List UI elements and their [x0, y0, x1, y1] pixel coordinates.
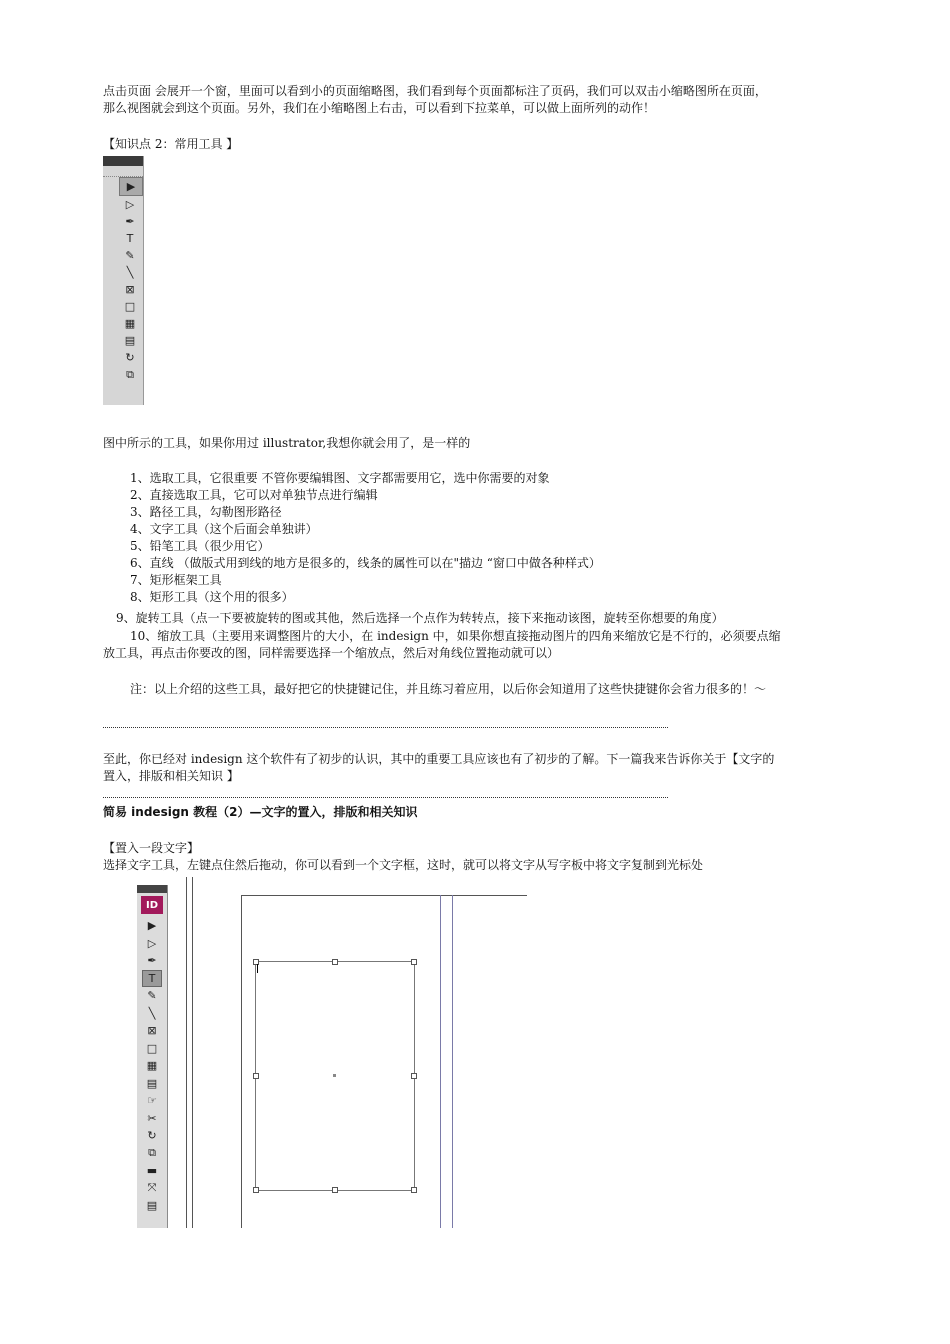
tool-list-item-4: 4、文字工具（这个后面会单独讲） — [130, 522, 318, 536]
grid-icon[interactable]: ▤ — [124, 334, 136, 347]
rotate-icon[interactable]: ↻ — [125, 351, 135, 364]
rectangle-icon[interactable]: □ — [146, 1041, 158, 1055]
page-top-edge — [241, 895, 527, 896]
gradient-icon[interactable]: ▬ — [146, 1164, 158, 1178]
frame-handle[interactable] — [411, 1187, 417, 1193]
tool-list — [130, 470, 850, 606]
tool-list-item-5: 5、铅笔工具（很少用它） — [130, 539, 270, 553]
note-paragraph: 注：以上介绍的这些工具，最好把它的快捷键记住，并且练习着应用，以后你会知道用了这些快捷键你会省力很多的！～ — [130, 682, 767, 696]
pencil-icon[interactable]: ✎ — [147, 989, 157, 1003]
tools-intro: 图中所示的工具，如果你用过 illustrator,我想你就会用了，是一样的 — [103, 436, 471, 450]
item-10-line-2: 放工具，再点击你要改的图，同样需要选择一个缩放点，然后对角线位置拖动就可以） — [103, 646, 560, 660]
pencil-icon[interactable]: ✎ — [125, 249, 135, 262]
tools-list — [103, 177, 143, 383]
frame-handle[interactable] — [411, 959, 417, 965]
dotted-separator-2 — [103, 797, 668, 798]
dotted-separator-1 — [103, 727, 668, 728]
rotate-icon[interactable]: ↻ — [147, 1129, 157, 1143]
table-icon[interactable]: ▦ — [124, 317, 136, 330]
intro-line-2: 那么视图就会到这个页面。另外，我们在小缩略图上右击，可以看到下拉菜单，可以做上面所列的动作！ — [103, 101, 656, 115]
intro-line-1: 点击页面 会展开一个窗，里面可以看到小的页面缩略图，我们看到每个页面都标注了页码，我们可以双击小缩略图所在页面， — [103, 84, 767, 98]
frame-handle[interactable] — [253, 959, 259, 965]
type-icon[interactable]: T — [142, 970, 162, 988]
tool-list-item-6: 6、直线 （做版式用到线的地方是很多的，线条的属性可以在"描边 “窗口中做各种样式） — [130, 556, 601, 570]
indesign-logo: ID — [141, 896, 163, 914]
rectangle-frame-icon[interactable]: ⊠ — [147, 1024, 157, 1038]
pen-icon[interactable]: ✒ — [125, 215, 135, 228]
tool-list-item-7: 7、矩形框架工具 — [130, 573, 222, 587]
grid-icon[interactable]: ▤ — [146, 1076, 158, 1090]
text-frame[interactable] — [255, 961, 415, 1191]
place-text-description: 选择文字工具，左键点住然后拖动，你可以看到一个文字框，这时，就可以将文字从写字板中将文字复制到光标处 — [103, 858, 704, 872]
line-icon[interactable]: ╲ — [148, 1006, 156, 1020]
frame-center-point — [333, 1074, 336, 1077]
scissors-icon[interactable]: ✂ — [147, 1111, 157, 1125]
button-icon[interactable]: ☞ — [147, 1094, 157, 1108]
place-text-heading: 【置入一段文字】 — [103, 841, 200, 855]
tool-list-item-1: 1、选取工具，它很重要 不管你要编辑图、文字都需要用它，选中你需要的对象 — [130, 471, 550, 485]
selection-arrow-icon[interactable]: ▶ — [119, 177, 143, 196]
item-10-line-1: 10、缩放工具（主要用来调整图片的大小，在 indesign 中，如果你想直接拖动图片的四角来缩放它是不行的，必须要点缩 — [130, 629, 781, 643]
tool-list-item-8: 8、矩形工具（这个用的很多） — [130, 590, 294, 604]
note-icon[interactable]: ▤ — [146, 1199, 158, 1213]
free-transform-icon[interactable]: ⤧ — [147, 1181, 157, 1195]
panel-title-bar — [103, 156, 143, 166]
tool-list-item-3: 3、路径工具，勾勒图形路径 — [130, 505, 282, 519]
rectangle-icon[interactable]: □ — [124, 300, 136, 313]
frame-handle[interactable] — [253, 1187, 259, 1193]
rectangle-frame-icon[interactable]: ⊠ — [125, 283, 135, 296]
margin-guide-line — [452, 895, 453, 1228]
page-guide-line — [186, 877, 187, 1228]
intro-paragraph — [103, 83, 855, 117]
page-guide-line — [192, 877, 193, 1228]
frame-handle[interactable] — [332, 959, 338, 965]
tutorial-2-title: 简易 indesign 教程（2）—文字的置入，排版和相关知识 — [103, 805, 418, 819]
scale-icon[interactable]: ⧉ — [126, 367, 134, 381]
text-cursor — [257, 964, 258, 973]
frame-handle[interactable] — [253, 1073, 259, 1079]
frame-handle[interactable] — [332, 1187, 338, 1193]
selection-arrow-icon[interactable]: ▶ — [147, 919, 157, 933]
tool-list-item-9: 9、旋转工具（点一下要被旋转的图或其他，然后选择一个点作为转转点，接下来拖动该图，旋转至你想要的角度） — [116, 611, 724, 625]
direct-selection-icon[interactable]: ▷ — [147, 936, 157, 950]
knowledge-point-2-heading: 【知识点 2：常用工具 】 — [103, 137, 239, 151]
summary-line-1: 至此，你已经对 indesign 这个软件有了初步的认识，其中的重要工具应该也有了初步的了解。下一篇我来告诉你关于【文字的 — [103, 752, 775, 766]
pen-icon[interactable]: ✒ — [147, 954, 157, 968]
page-edge-line — [241, 895, 242, 1228]
tool-list-item-10 — [103, 628, 855, 662]
tools-panel-screenshot — [103, 156, 144, 405]
summary-paragraph — [103, 751, 855, 785]
tool-list-item-2: 2、直接选取工具，它可以对单独节点进行编辑 — [130, 488, 378, 502]
panel-title-bar — [137, 885, 167, 893]
type-icon[interactable]: T — [126, 232, 134, 245]
line-icon[interactable]: ╲ — [126, 266, 134, 279]
indesign-tools-panel — [137, 885, 168, 1228]
direct-selection-icon[interactable]: ▷ — [125, 198, 135, 211]
summary-line-2: 置入，排版和相关知识 】 — [103, 769, 239, 783]
panel-grip — [103, 166, 143, 177]
tools-list — [137, 917, 167, 1215]
table-icon[interactable]: ▦ — [146, 1059, 158, 1073]
frame-handle[interactable] — [411, 1073, 417, 1079]
margin-guide-line — [440, 895, 441, 1228]
scale-icon[interactable]: ⧉ — [148, 1146, 156, 1160]
